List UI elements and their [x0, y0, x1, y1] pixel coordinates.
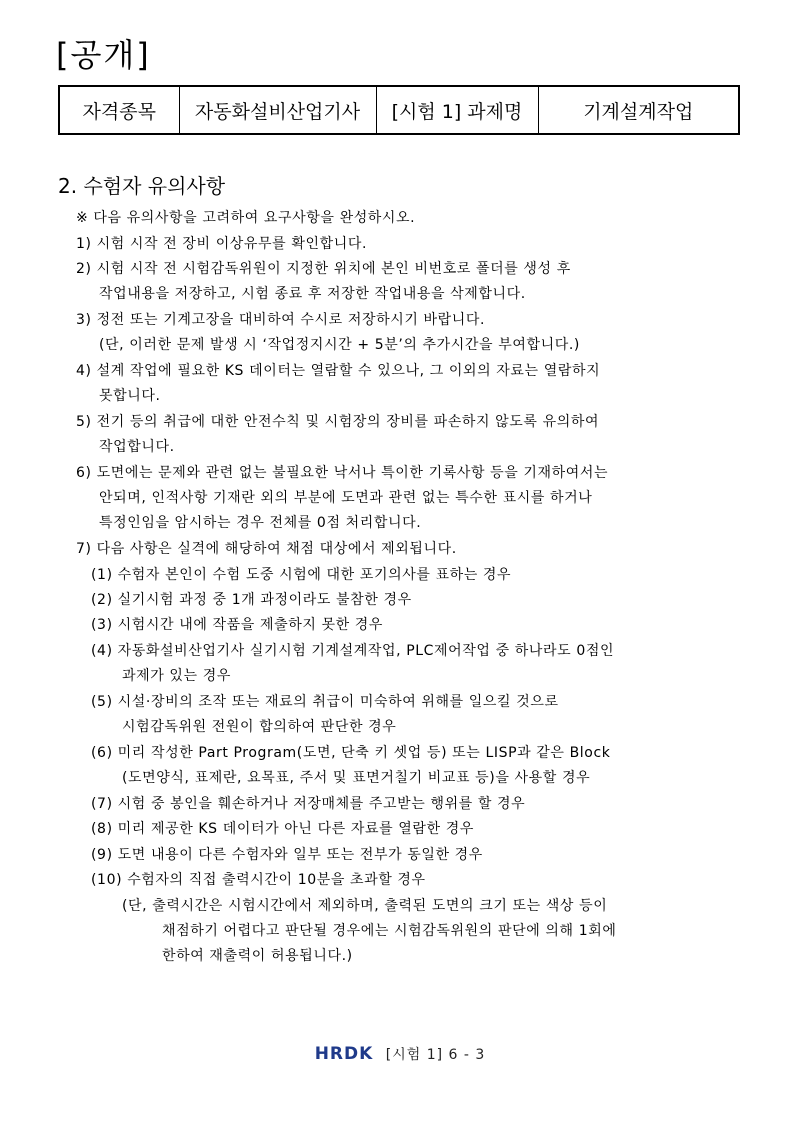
disqualify-item-4-cont: 과제가 있는 경우: [122, 668, 231, 684]
disqualify-item-8: (8) 미리 제공한 KS 데이터가 아닌 다른 자료를 열람한 경우: [91, 821, 474, 837]
notice-item-3: 3) 정전 또는 기계고장을 대비하여 수시로 저장하시기 바랍니다.: [76, 312, 486, 328]
header-value-qualification: 자동화설비산업기사: [179, 86, 376, 134]
disqualify-item-10: (10) 수험자의 직접 출력시간이 10분을 초과할 경우: [91, 872, 426, 888]
notice-item-7: 7) 다음 사항은 실격에 해당하여 채점 대상에서 제외됩니다.: [76, 541, 457, 557]
notice-item-5: 5) 전기 등의 취급에 대한 안전수칙 및 시험장의 장비를 파손하지 않도록 유의하여: [76, 414, 600, 430]
disqualify-item-2: (2) 실기시험 과정 중 1개 과정이라도 불참한 경우: [91, 592, 412, 608]
header-label-task: [시험 1] 과제명: [376, 86, 538, 134]
section-title: 2. 수험자 유의사항: [58, 174, 226, 198]
page-number: [시험 1] 6 - 3: [385, 1047, 486, 1063]
header-row: [59, 86, 739, 134]
disqualify-item-1: (1) 수험자 본인이 수험 도중 시험에 대한 포기의사를 표하는 경우: [91, 567, 512, 583]
page-footer: [0, 1044, 800, 1064]
disqualify-item-5: (5) 시설·장비의 조작 또는 재료의 취급이 미숙하여 위해를 일으킬 것으로: [91, 694, 559, 710]
header-label-qualification: 자격종목: [59, 86, 179, 134]
header-table: [58, 85, 740, 135]
disqualify-item-10-note-3: 한하여 재출력이 허용됩니다.): [162, 948, 353, 964]
notice-intro: ※ 다음 유의사항을 고려하여 요구사항을 완성하시오.: [76, 210, 416, 226]
page-label: [공개]: [56, 36, 151, 74]
disqualify-item-4: (4) 자동화설비산업기사 실기시험 기계설계작업, PLC제어작업 중 하나라도 0점인: [91, 643, 615, 659]
hrdk-logo: HRDK: [314, 1044, 374, 1064]
notice-item-3-note: (단, 이러한 문제 발생 시 ‘작업정지시간 + 5분’의 추가시간을 부여합니다.): [99, 337, 580, 353]
disqualify-item-6-cont: (도면양식, 표제란, 요목표, 주서 및 표면거칠기 비교표 등)을 사용할 경우: [122, 770, 591, 786]
notice-item-6-cont-2: 특정인임을 암시하는 경우 전체를 0점 처리합니다.: [99, 515, 422, 531]
disqualify-item-10-note-1: (단, 출력시간은 시험시간에서 제외하며, 출력된 도면의 크기 또는 색상 등이: [122, 898, 608, 914]
notice-item-2: 2) 시험 시작 전 시험감독위원이 지정한 위치에 본인 비번호로 폴더를 생성 후: [76, 261, 571, 277]
notice-item-5-cont: 작업합니다.: [99, 439, 175, 455]
disqualify-item-10-note-2: 채점하기 어렵다고 판단될 경우에는 시험감독위원의 판단에 의해 1회에: [162, 923, 617, 939]
notice-item-4-cont: 못합니다.: [99, 388, 161, 404]
disqualify-item-5-cont: 시험감독위원 전원이 합의하여 판단한 경우: [122, 719, 397, 735]
notice-item-6: 6) 도면에는 문제와 관련 없는 불필요한 낙서나 특이한 기록사항 등을 기재하여서는: [76, 465, 609, 481]
notice-item-4: 4) 설계 작업에 필요한 KS 데이터는 열람할 수 있으나, 그 이외의 자료는 열람하지: [76, 363, 601, 379]
notice-item-1: 1) 시험 시작 전 장비 이상유무를 확인합니다.: [76, 236, 368, 252]
disqualify-item-6: (6) 미리 작성한 Part Program(도면, 단축 키 셋업 등) 또는 LISP과 같은 Block: [91, 745, 611, 761]
disqualify-item-9: (9) 도면 내용이 다른 수험자와 일부 또는 전부가 동일한 경우: [91, 847, 483, 863]
notice-item-2-cont: 작업내용을 저장하고, 시험 종료 후 저장한 작업내용을 삭제합니다.: [99, 286, 526, 302]
header-value-task: 기계설계작업: [538, 86, 739, 134]
notice-item-6-cont-1: 안되며, 인적사항 기재란 외의 부분에 도면과 관련 없는 특수한 표시를 하거나: [99, 490, 593, 506]
disqualify-item-3: (3) 시험시간 내에 작품을 제출하지 못한 경우: [91, 617, 384, 633]
disqualify-item-7: (7) 시험 중 봉인을 훼손하거나 저장매체를 주고받는 행위를 할 경우: [91, 796, 526, 812]
